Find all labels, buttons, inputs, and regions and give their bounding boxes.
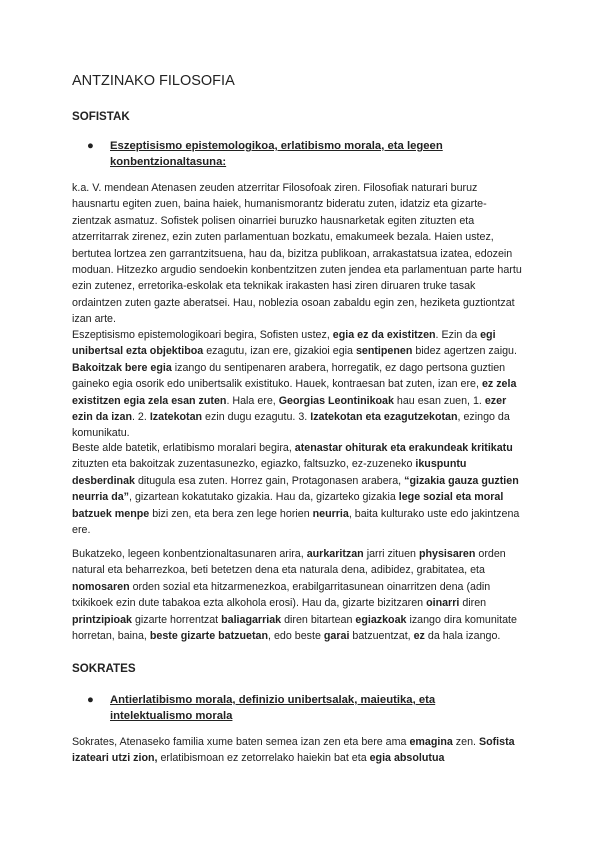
text-run: Eszeptisismo epistemologikoari begira, Sofisten ustez, bbox=[72, 329, 333, 341]
bullet-text: Antierlatibismo morala, definizio unibertsalak, maieutika, eta intelektualismo morala bbox=[110, 694, 436, 722]
text-run: , gizartean kokatutako gizakia. Hau da, gizarteko gizakia bbox=[129, 491, 399, 504]
section-heading-sofistak: SOFISTAK bbox=[72, 110, 130, 123]
bold-run: ez bbox=[413, 630, 425, 643]
text-run: izango dira komunitate horretan, baina, bbox=[72, 613, 517, 643]
text-run: ezagutu, izan ere, gizakioi egia bbox=[203, 345, 356, 358]
bullet-dot-icon: ● bbox=[87, 140, 94, 152]
bold-run: egia ez da existitzen bbox=[332, 329, 436, 341]
text-run: bidez agertzen zaigu. bbox=[412, 345, 517, 358]
text-run: gizarte horrentzat bbox=[131, 613, 222, 626]
bold-run: Izatekotan bbox=[149, 411, 203, 424]
bold-run: baliagarriak bbox=[221, 613, 282, 626]
text-run: ditugula esa zuten. Horrez gain, Protagonasen arabera, bbox=[134, 474, 405, 487]
bold-run: nomosaren bbox=[72, 580, 130, 593]
paragraph-legeen-konbentzionaltasuna bbox=[72, 546, 524, 644]
bold-run: ez zela existitzen egia zela esan zuten bbox=[72, 378, 517, 407]
text-run: da hala izango. bbox=[424, 630, 501, 643]
bold-run: neurria bbox=[312, 507, 349, 520]
paragraph-intro: k.a. V. mendean Atenasen zeuden atzerritar Filosofoak ziren. Filosofiak naturari buruz hausnartu egiten zuen, baina haiek, humanismorantz bideratu zuten, idatziz eta gizarte-zientzak asmatuz. Sofistek polisen oinarriei buruzko hausnarketak egiten zituzten eta atzerritarrak zirenez, ezin zuten parlamentuan bozkatu, emakumeek bezala. Haien ustez, bertutea lortzea zen garrantzitsuena, hau da, bizitza publikoan, arrakastatsua izatea, edozein moduan. Hitzezko argudio sendoekin konbentzitzen zuten jendea eta parlamentuan parte hartu ezin zutenez, erretorika-eskolak eta teknikak irakasten hasi ziren diruaren truke tasak ordaintzen zuten gazte aberatsei. Hau, noblezia osoan zabaldu egin zen, heziketa guztiontzat izan arte. bbox=[72, 182, 522, 326]
bold-run: atenastar ohiturak eta erakundeak kritikatu bbox=[294, 442, 513, 454]
bold-run: egia absolutua bbox=[369, 752, 445, 765]
bold-run: Georgias Leontinikoak bbox=[278, 394, 394, 407]
text-run: , ezingo da komunikatu. bbox=[72, 411, 510, 440]
text-run: zituzten eta bakoitzak zuzentasunezko, egiazko, faltsuzko, ez-zuzeneko bbox=[72, 458, 416, 471]
text-run: orden natural eta beharrezkoa, beti betetzen dena eta naturala dena, adibidez, grabitatea, eta bbox=[72, 548, 506, 577]
text-run: jarri zituen bbox=[363, 548, 419, 560]
text-run: , baita kulturako uste edo jakintzena ere. bbox=[72, 507, 520, 537]
bold-run: Sofista izateari utzi zion, bbox=[72, 736, 515, 765]
text-run: bizi zen, eta bera zen lege horien bbox=[149, 507, 313, 520]
text-run: izango du sentipenaren arabera, horregatik, ez dago pertsona guztien gaineko egia osorik edo unibertsalik existituko. Hauek, kontraesan bat zuten, izan ere, bbox=[72, 361, 506, 391]
bold-run: Bakoitzak bere egia bbox=[72, 361, 172, 374]
text-run: batzuentzat, bbox=[349, 630, 414, 643]
text-run: , edo beste bbox=[268, 630, 324, 643]
text-run: zen. bbox=[452, 736, 479, 748]
bold-run: emagina bbox=[409, 736, 453, 748]
text-run: Bukatzeko, legeen konbentzionaltasunaren arira, bbox=[72, 548, 307, 560]
text-run: . Ezin da bbox=[435, 329, 481, 341]
bold-run: ezer ezin da izan bbox=[72, 394, 507, 424]
bold-run: lege sozial eta moral batzuek menpe bbox=[72, 491, 504, 520]
bold-run: egiazkoak bbox=[355, 613, 407, 626]
text-run: diren bbox=[459, 597, 487, 610]
text-run: orden sozial eta hitzarmenezkoa, erabilgarritasunean oinarritzen dena (adin txikikoek ezin dute tabakoa ezta alkohola erosi). Hau da, gizarte bizitzaren bbox=[72, 580, 491, 610]
text-run: Sokrates, Atenaseko familia xume baten semea izan zen eta bere ama bbox=[72, 736, 410, 748]
bold-run: “gizakia gauza guztien neurria da” bbox=[72, 474, 519, 504]
text-run: . Hala ere, bbox=[226, 394, 279, 407]
paragraph-erlatibismo-morala bbox=[72, 440, 524, 538]
bold-run: Izatekotan eta ezagutzekotan bbox=[310, 411, 458, 424]
text-run: Beste alde batetik, erlatibismo moralari begira, bbox=[72, 442, 295, 454]
bold-run: beste gizarte batzuetan bbox=[149, 630, 269, 643]
paragraph-sokrates bbox=[72, 734, 524, 767]
text-run: . 2. bbox=[131, 411, 150, 424]
text-run: ezin dugu ezagutu. 3. bbox=[202, 411, 311, 424]
bullet-text: Eszeptisismo epistemologikoa, erlatibismo morala, eta legeen konbentzionaltasuna: bbox=[110, 140, 443, 168]
bold-run: sentipenen bbox=[355, 345, 413, 358]
bold-run: printzipioak bbox=[72, 613, 132, 626]
bold-run: oinarri bbox=[426, 597, 460, 610]
text-run: diren bitartean bbox=[281, 613, 356, 626]
bold-run: aurkaritzan bbox=[306, 548, 364, 560]
document-title: ANTZINAKO FILOSOFIA bbox=[72, 73, 235, 89]
text-run: erlatibismoan ez zetorrelako haiekin bat eta bbox=[157, 752, 370, 765]
bold-run: ikuspuntu desberdinak bbox=[72, 458, 467, 487]
section-heading-sokrates: SOKRATES bbox=[72, 662, 136, 675]
bold-run: egi unibertsal ezta objektiboa bbox=[72, 329, 496, 358]
bold-run: garai bbox=[323, 630, 350, 643]
text-run: hau esan zuen, 1. bbox=[393, 394, 485, 407]
bullet-dot-icon: ● bbox=[87, 694, 94, 706]
paragraph-eszeptisismoa bbox=[72, 327, 524, 442]
bold-run: physisaren bbox=[418, 548, 476, 560]
